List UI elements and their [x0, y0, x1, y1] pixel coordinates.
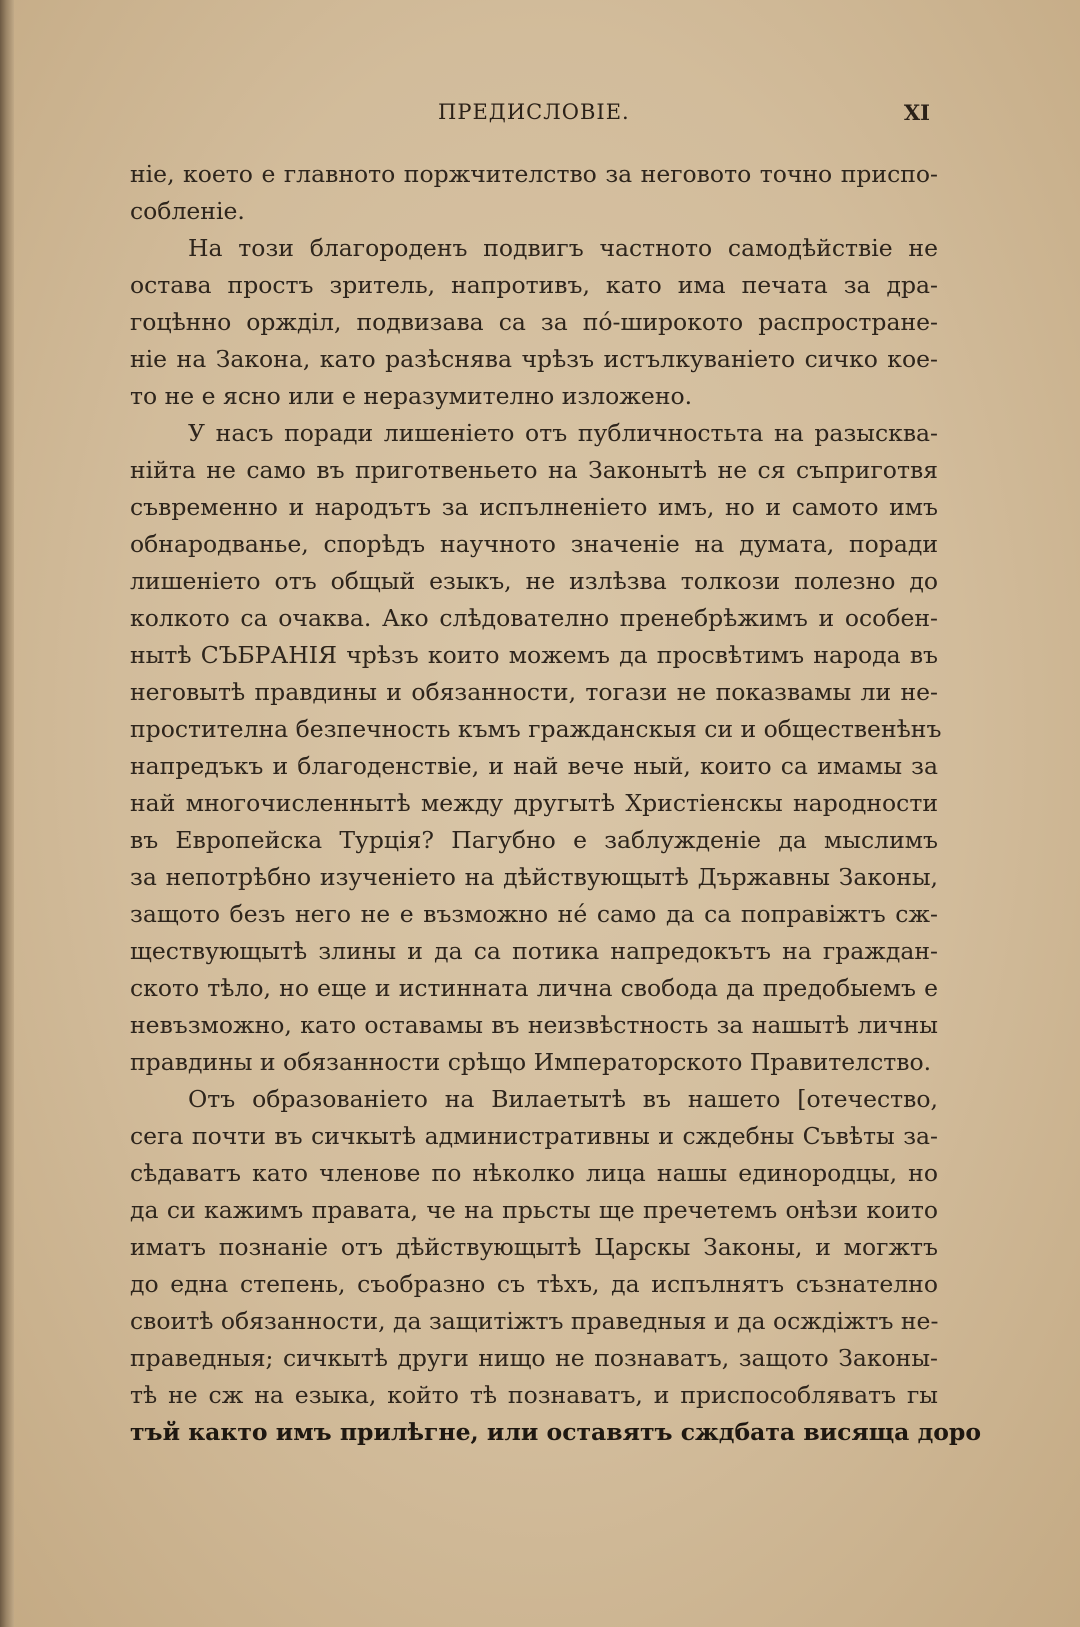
text-line: гоцѣнно оржділ, подвизава са за по́-широкото распростране-	[130, 308, 938, 336]
text-line: напредъкъ и благоденствіе, и най вече ный, които са имамы за	[130, 752, 938, 780]
text-line: да си кажимъ правата, че на прьсты ще пречетемъ онѣзи които	[130, 1196, 938, 1224]
text-line: обнародванье, спорѣдъ научното значеніе на думата, поради	[130, 530, 938, 558]
text-line: ското тѣло, но еще и истинната лична свобода да предобыемъ е	[130, 974, 938, 1002]
text-line: сега почти въ сичкытѣ административны и сждебны Съвѣты за-	[130, 1122, 938, 1150]
text-line: собленіе.	[130, 197, 245, 225]
text-line: ніе, което е главното поржчителство за неговото точно приспо-	[130, 160, 938, 188]
text-line: праведныя; сичкытѣ други нищо не познаватъ, защото Законы-	[130, 1344, 938, 1372]
text-line: сѣдаватъ като членове по нѣколко лица нашы единородцы, но	[130, 1159, 938, 1187]
text-line: най многочисленнытѣ между другытѣ Христіенскы народности	[130, 789, 938, 817]
text-line: до една степень, съобразно съ тѣхъ, да испълнятъ съзнателно	[130, 1270, 938, 1298]
page-gutter-shadow	[0, 0, 14, 1627]
running-head	[130, 100, 938, 134]
text-line: защото безъ него не е възможно не́ само да са поправіжтъ сж-	[130, 900, 938, 928]
text-line: На този благороденъ подвигъ частното самодѣйствіе не	[188, 234, 938, 262]
text-line: своитѣ обязанности, да защитіжтъ праведныя и да осждіжтъ не-	[130, 1307, 939, 1335]
text-line: лишеніето отъ общый езыкъ, не излѣзва толкози полезно до	[130, 567, 938, 595]
text-line: въ Европейска Турція? Пагубно е заблужденіе да мыслимъ	[130, 826, 938, 854]
text-line: тѣ не сж на езыка, който тѣ познаватъ, и приспособляватъ гы	[130, 1381, 938, 1409]
text-line: неговытѣ правдины и обязанности, тогази не показвамы ли не-	[130, 678, 938, 706]
text-line: съвременно и народътъ за испълненіето имъ, но и самото имъ	[130, 493, 938, 521]
text-line: ніе на Закона, като разѣснява чрѣзъ истълкуваніето сичко кое-	[130, 345, 938, 373]
text-line: нійта не само въ приготвеньето на Законытѣ не ся съприготвя	[130, 456, 938, 484]
text-line: правдины и обязанности срѣщо Императорското Правителство.	[130, 1048, 932, 1076]
text-line: ществующытѣ злины и да са потика напредокътъ на граждан-	[130, 937, 938, 965]
text-line: Отъ образованіето на Вилаетытѣ въ нашето [отечество,	[188, 1085, 938, 1113]
text-line: невъзможно, като оставамы въ неизвѣстность за нашытѣ личны	[130, 1011, 938, 1039]
text-line: нытѣ СЪБРАНІЯ чрѣзъ които можемъ да просвѣтимъ народа въ	[130, 641, 938, 669]
text-line: то не е ясно или е неразумително изложено.	[130, 382, 693, 410]
text-line: колкото са очаква. Ако слѣдователно пренебрѣжимъ и особен-	[130, 604, 938, 632]
text-line: за непотрѣбно изученіето на дѣйствующытѣ Държавны Законы,	[130, 863, 938, 891]
text-line: У насъ поради лишеніето отъ публичностьта на разысква-	[188, 419, 938, 447]
page-number: XI	[903, 100, 930, 125]
body-text	[130, 156, 982, 1451]
text-line: простителна безпечность къмъ гражданскыя си и общественѣнъ	[130, 715, 942, 743]
text-line: остава простъ зритель, напротивъ, като има печата за дра-	[130, 271, 938, 299]
text-line: тъй както имъ прилѣгне, или оставятъ сждбата висяща доро	[130, 1418, 982, 1446]
page-title: ПРЕДИСЛОВІЕ.	[438, 100, 630, 124]
text-line: иматъ познаніе отъ дѣйствующытѣ Царскы Законы, и могжтъ	[130, 1233, 938, 1261]
